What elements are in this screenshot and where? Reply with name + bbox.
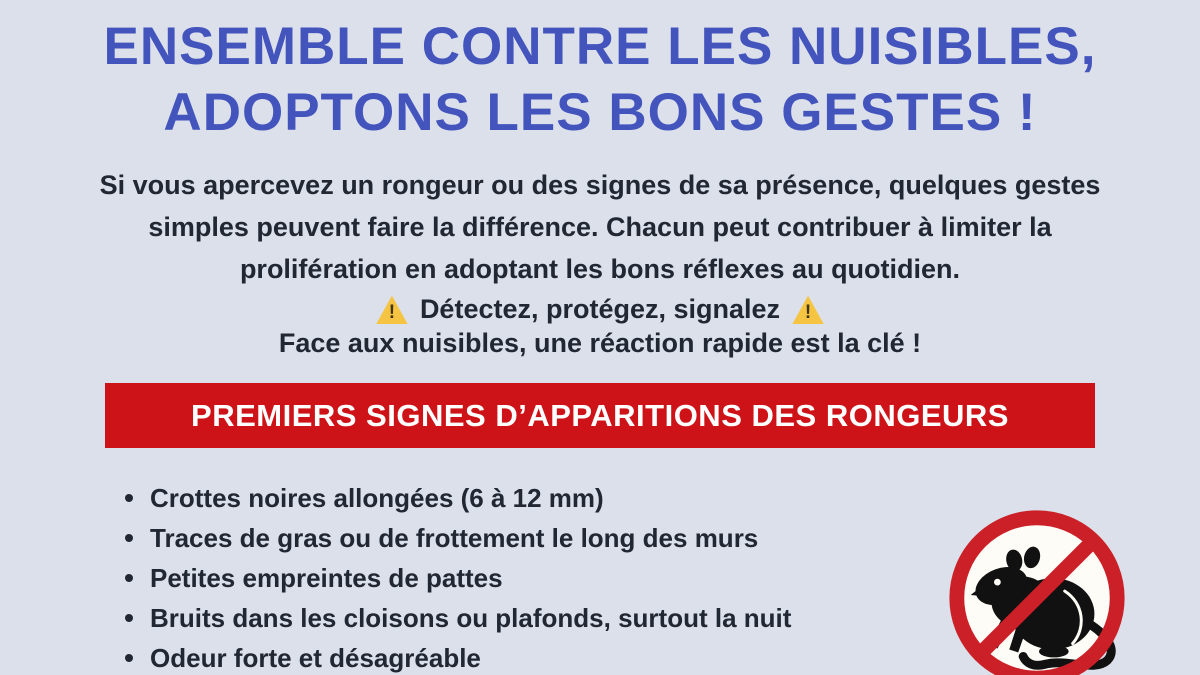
- key-message: Face aux nuisibles, une réaction rapide est la clé !: [278, 327, 922, 358]
- title-line-2: ADOPTONS LES BONS GESTES !: [163, 83, 1037, 142]
- list-item: Bruits dans les cloisons ou plafonds, surtout la nuit: [123, 604, 1200, 632]
- poster-title: [0, 0, 1200, 146]
- intro-line: prolifération en adoptant les bons réflexes au quotidien.: [239, 254, 961, 284]
- no-rodents-sign: [938, 499, 1136, 675]
- list-item: Petites empreintes de pattes: [123, 564, 1200, 592]
- warning-text: Détectez, protégez, signalez: [419, 294, 781, 324]
- section-banner: [105, 383, 1095, 448]
- title-line-1: ENSEMBLE CONTRE LES NUISIBLES,: [103, 17, 1097, 76]
- list-item: Traces de gras ou de frottement le long des murs: [123, 524, 1200, 552]
- section-banner-label: PREMIERS SIGNES D’APPARITIONS DES RONGEURS: [191, 397, 1009, 433]
- intro-line: Si vous apercevez un rongeur ou des signes de sa présence, quelques gestes: [99, 170, 1101, 200]
- warning-icon: [792, 295, 824, 324]
- warning-callout: [0, 293, 1200, 326]
- rat-icon: [938, 499, 1136, 675]
- list-item: Crottes noires allongées (6 à 12 mm): [123, 484, 1200, 512]
- list-item: Odeur forte et désagréable: [123, 644, 1200, 672]
- intro-line: simples peuvent faire la différence. Chacun peut contribuer à limiter la: [148, 212, 1052, 242]
- intro-paragraph: [0, 164, 1200, 290]
- warning-icon: [376, 295, 408, 324]
